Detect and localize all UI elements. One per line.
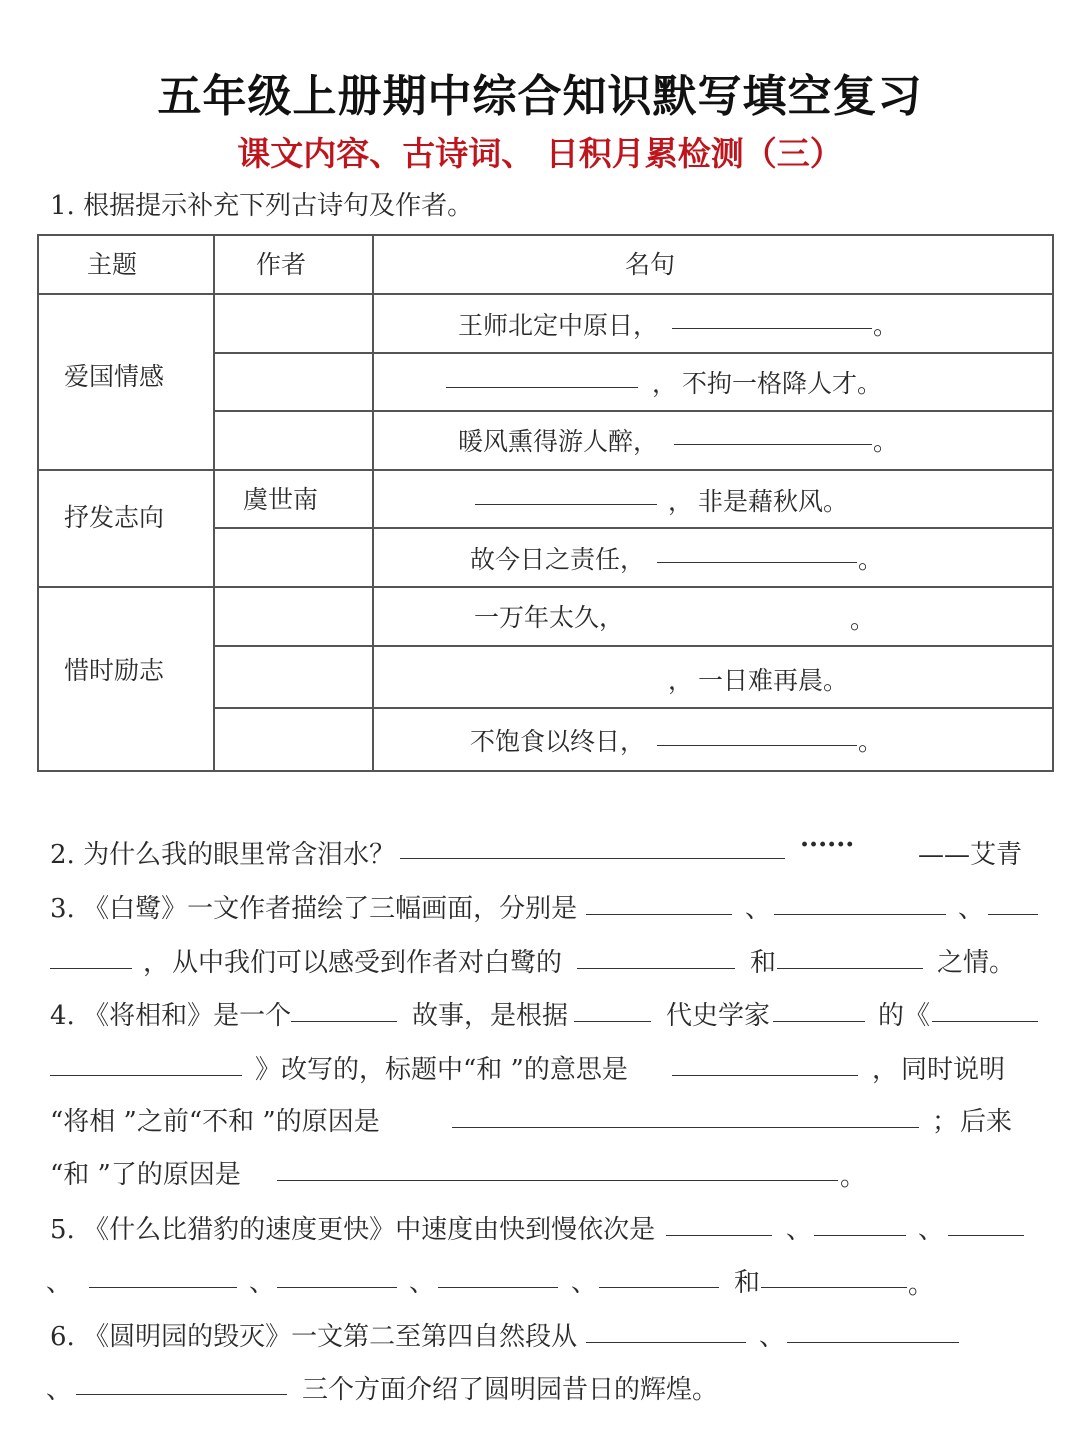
q4-line3a: “将相 ”之前“不和 ”的原因是 <box>50 1107 380 1137</box>
q6-line2: 三个方面介绍了圆明园昔日的辉煌。 <box>302 1375 719 1405</box>
q3-sep: 、 <box>745 894 772 924</box>
table-row-line <box>213 527 1053 529</box>
answer-blank[interactable] <box>400 858 785 859</box>
answer-blank[interactable] <box>50 968 132 969</box>
table-border-bottom <box>37 770 1054 772</box>
theme-patriotism: 爱国情感 <box>64 362 165 391</box>
table-border-right <box>1052 234 1054 771</box>
answer-blank[interactable] <box>50 1075 242 1076</box>
q3-sep: 、 <box>958 894 985 924</box>
q6-line1: 6. 《圆明园的毁灭》一文第二至第四自然段从 <box>50 1322 578 1352</box>
answer-blank[interactable] <box>657 562 857 563</box>
answer-blank[interactable] <box>787 1342 959 1343</box>
answer-blank[interactable] <box>452 1127 919 1128</box>
q4-line4a: “和 ”了的原因是 <box>50 1160 241 1190</box>
q5-sep: 、 <box>786 1215 813 1245</box>
quote-text: 一万年太久， <box>474 603 625 632</box>
answer-blank[interactable] <box>672 1075 858 1076</box>
theme-time: 惜时励志 <box>64 656 165 685</box>
q4-line1c: 代史学家 <box>666 1001 771 1031</box>
header-quote: 名句 <box>625 250 676 279</box>
q5-sep: 、 <box>46 1268 73 1298</box>
answer-blank[interactable] <box>777 968 923 969</box>
table-border-top <box>37 234 1054 236</box>
table-divider-2 <box>372 234 374 771</box>
q6-sep: 、 <box>759 1322 786 1352</box>
q3-and: 和 <box>750 948 777 978</box>
quote-text: ， <box>652 369 678 398</box>
q4-line4b: 。 <box>840 1162 867 1192</box>
table-group-line-1 <box>37 469 1054 471</box>
answer-blank[interactable] <box>932 1021 1038 1022</box>
answer-blank[interactable] <box>666 1235 772 1236</box>
answer-blank[interactable] <box>577 968 735 969</box>
q3-end: 之情。 <box>937 948 1016 978</box>
answer-blank[interactable] <box>277 1180 838 1181</box>
answer-blank[interactable] <box>814 1235 906 1236</box>
quote-text: 。 <box>858 727 884 756</box>
quote-text: 。 <box>850 605 876 634</box>
answer-blank[interactable] <box>89 1287 237 1288</box>
answer-blank[interactable] <box>277 1287 397 1288</box>
quote-text: 王师北定中原日， <box>458 311 659 340</box>
q4-line3b: ； <box>932 1107 959 1137</box>
quote-text: ， <box>668 666 694 695</box>
answer-blank[interactable] <box>586 914 732 915</box>
table-header-line <box>37 293 1054 295</box>
answer-blank[interactable] <box>446 387 638 388</box>
quote-text: 不饱食以终日， <box>470 727 646 756</box>
table-divider-1 <box>213 234 215 771</box>
answer-blank[interactable] <box>672 328 872 329</box>
answer-blank[interactable] <box>674 444 872 445</box>
author-cell: 虞世南 <box>243 485 319 514</box>
answer-blank[interactable] <box>773 1021 865 1022</box>
q4-line2b: ， <box>872 1055 899 1085</box>
q5-sep: 、 <box>571 1268 598 1298</box>
quote-text: 。 <box>873 427 899 456</box>
answer-blank[interactable] <box>948 1235 1024 1236</box>
answer-blank[interactable] <box>76 1394 287 1395</box>
table-row-line <box>213 645 1053 647</box>
q2-ellipsis: ······ <box>800 830 855 860</box>
answer-blank[interactable] <box>586 1342 746 1343</box>
quote-text: 不拘一格降人才。 <box>682 369 883 398</box>
table-row-line <box>213 352 1053 354</box>
q2-text: 2. 为什么我的眼里常含泪水？ <box>50 840 396 870</box>
q4-line3c: 后来 <box>960 1107 1013 1137</box>
q5-sep: 、 <box>918 1215 945 1245</box>
header-theme: 主题 <box>87 250 138 279</box>
answer-blank[interactable] <box>988 914 1038 915</box>
q4-line1b: 故事，是根据 <box>412 1001 569 1031</box>
quote-text: ， <box>668 487 694 516</box>
theme-aspiration: 抒发志向 <box>64 503 165 532</box>
table-group-line-2 <box>37 586 1054 588</box>
q5-line1: 5. 《什么比猎豹的速度更快》中速度由快到慢依次是 <box>50 1215 656 1245</box>
q5-and: 和 <box>734 1268 761 1298</box>
answer-blank[interactable] <box>438 1287 558 1288</box>
q1-prompt: 1. 根据提示补充下列古诗句及作者。 <box>50 191 474 221</box>
quote-text: 故今日之责任， <box>470 545 646 574</box>
answer-blank[interactable] <box>291 1021 397 1022</box>
quote-text: 暖风熏得游人醉， <box>458 427 659 456</box>
answer-blank[interactable] <box>475 504 657 505</box>
q3-line1: 3. 《白鹭》一文作者描绘了三幅画面，分别是 <box>50 894 578 924</box>
answer-blank[interactable] <box>599 1287 719 1288</box>
q4-line1a: 4. 《将相和》是一个 <box>50 1001 292 1031</box>
table-border-left <box>37 234 39 771</box>
q6-sep: 、 <box>46 1375 73 1405</box>
answer-blank[interactable] <box>574 1021 651 1022</box>
q4-line2c: 同时说明 <box>901 1055 1006 1085</box>
answer-blank[interactable] <box>774 914 946 915</box>
table-row-line <box>213 410 1053 412</box>
q2-author: ——艾青 <box>918 840 1023 870</box>
header-author: 作者 <box>256 250 307 279</box>
quote-text: 。 <box>873 311 899 340</box>
q3-comma: ， <box>143 948 170 978</box>
answer-blank[interactable] <box>657 745 857 746</box>
q5-sep: 、 <box>409 1268 436 1298</box>
answer-blank[interactable] <box>761 1287 907 1288</box>
quote-text: 。 <box>858 545 884 574</box>
q5-sep: 、 <box>249 1268 276 1298</box>
table-row-line <box>213 707 1053 709</box>
q3-line2: 从中我们可以感受到作者对白鹭的 <box>172 948 563 978</box>
q5-end: 。 <box>908 1270 935 1300</box>
quote-text: 一日难再晨。 <box>698 666 849 695</box>
q4-line1d: 的《 <box>878 1001 931 1031</box>
q4-line2a: 》改写的，标题中“和 ”的意思是 <box>255 1055 628 1085</box>
page-title: 五年级上册期中综合知识默写填空复习 <box>157 71 923 122</box>
page-subtitle: 课文内容、古诗词、 日积月累检测（三） <box>237 134 843 173</box>
quote-text: 非是藉秋风。 <box>698 487 849 516</box>
